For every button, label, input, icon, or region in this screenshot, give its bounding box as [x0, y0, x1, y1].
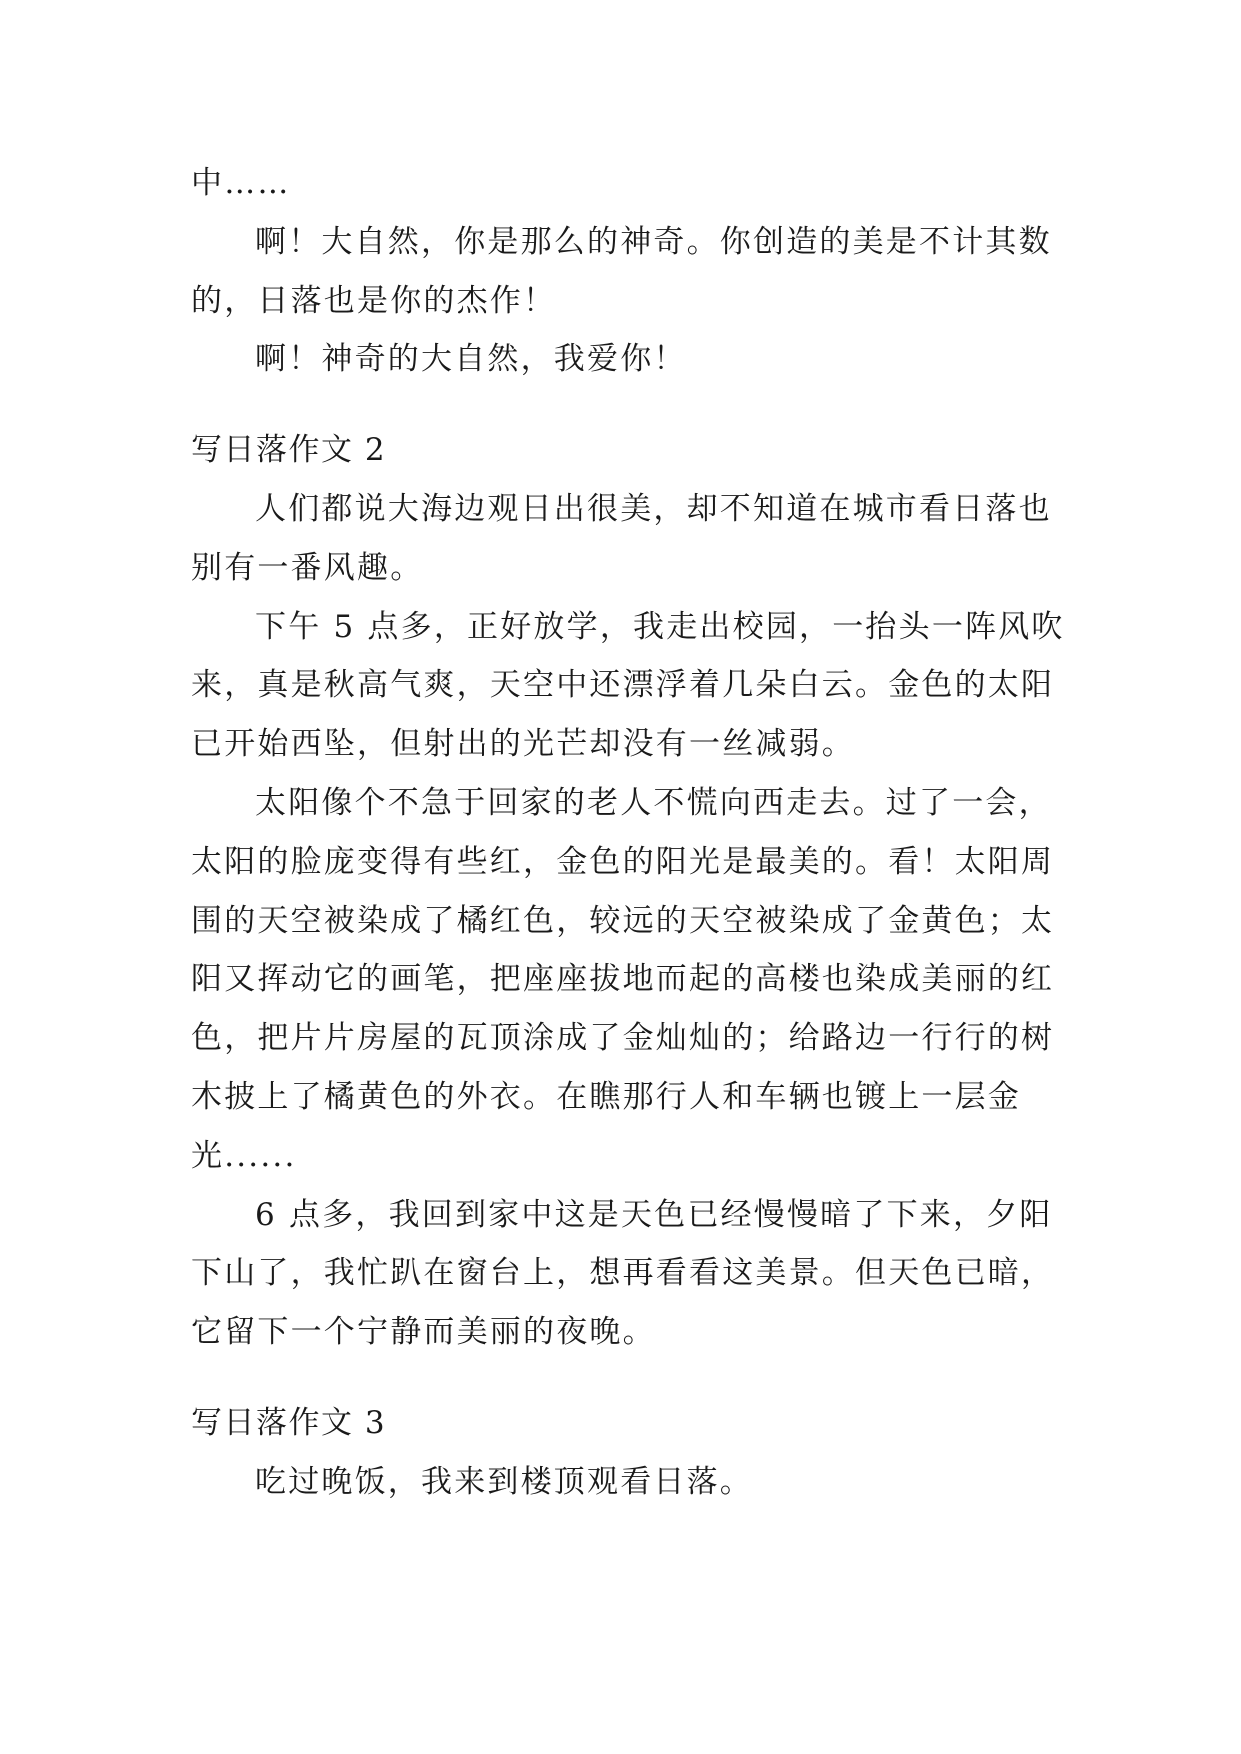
text-line: 中…… [191, 165, 291, 201]
paragraph [191, 1453, 1059, 1512]
text-line: 下午 5 点多，正好放学，我走出校园，一抬头一阵风吹 [255, 608, 1065, 645]
text-line: 太阳的脸庞变得有些红，金色的阳光是最美的。看！太阳周 [191, 843, 1055, 880]
paragraph [191, 330, 1059, 389]
section-heading: 写日落作文 3 [191, 1404, 387, 1441]
section-gap [191, 389, 1059, 421]
text-line: 啊！大自然，你是那么的神奇。你创造的美是不计其数 [255, 223, 1052, 260]
paragraph [191, 1186, 1059, 1362]
text-line: 别有一番风趣。 [191, 549, 424, 586]
section-heading: 写日落作文 2 [191, 432, 387, 469]
text-line: 木披上了橘黄色的外衣。在瞧那行人和车辆也镀上一层金 [191, 1078, 1021, 1115]
section-gap [191, 1362, 1059, 1394]
paragraph [191, 598, 1065, 774]
text-line: 色，把片片房屋的瓦顶涂成了金灿灿的；给路边一行行的树 [191, 1020, 1055, 1057]
text-line: 吃过晚饭，我来到楼顶观看日落。 [255, 1463, 753, 1500]
text-line: 光...... [191, 1137, 297, 1174]
text-line: 已开始西坠，但射出的光芒却没有一丝减弱。 [191, 726, 855, 763]
text-line: 太阳像个不急于回家的老人不慌向西走去。过了一会， [255, 784, 1052, 821]
text-line: 下山了，我忙趴在窗台上，想再看看这美景。但天色已暗， [191, 1255, 1055, 1292]
text-line: 人们都说大海边观日出很美，却不知道在城市看日落也 [255, 490, 1052, 527]
text-line: 来，真是秋高气爽，天空中还漂浮着几朵白云。金色的太阳 [191, 667, 1055, 704]
text-line: 6 点多，我回到家中这是天色已经慢慢暗了下来，夕阳 [255, 1196, 1053, 1233]
paragraph [191, 774, 1059, 1186]
text-line: 围的天空被染成了橘红色，较远的天空被染成了金黄色；太 [191, 902, 1055, 939]
text-line: 阳又挥动它的画笔，把座座拔地而起的高楼也染成美丽的红 [191, 961, 1055, 998]
paragraph [191, 480, 1059, 598]
text-line: 它留下一个宁静而美丽的夜晚。 [191, 1314, 656, 1351]
text-line: 的，日落也是你的杰作！ [191, 282, 557, 319]
document-body [191, 154, 1065, 1512]
paragraph-continued [191, 154, 1059, 213]
text-line: 啊！神奇的大自然，我爱你！ [255, 341, 687, 378]
paragraph [191, 213, 1059, 331]
